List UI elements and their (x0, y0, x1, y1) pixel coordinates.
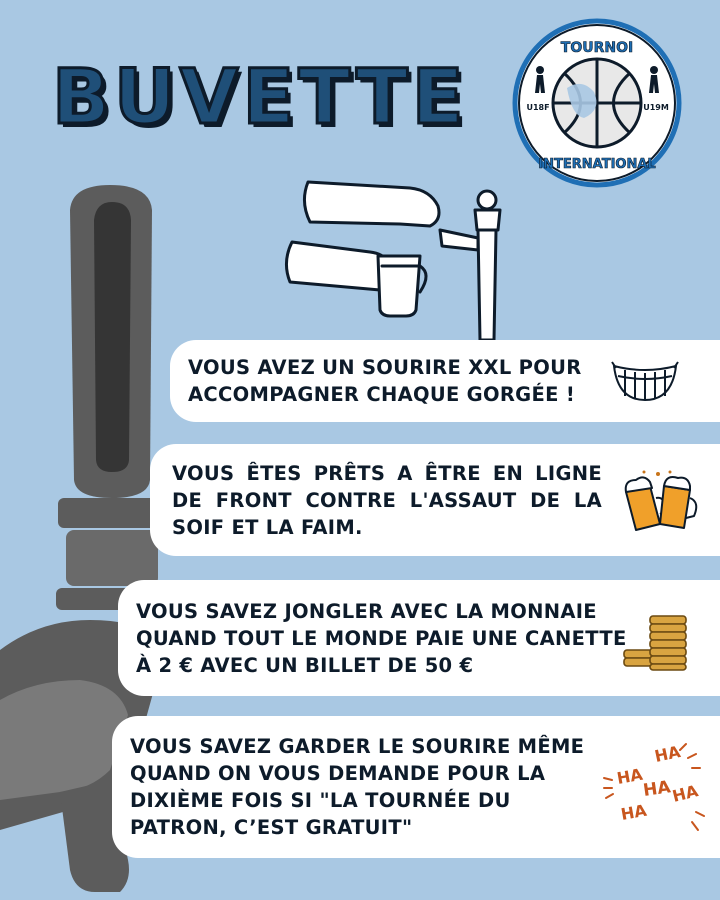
haha-word: HA (641, 777, 672, 801)
card-text: VOUS SAVEZ JONGLER AVEC LA MONNAIE QUAND TOUT LE MONDE PAIE UNE CANETTE À 2 € AVEC UN BILLET DE 50 € (136, 599, 627, 677)
logo-top-text: TOURNOI (560, 40, 634, 56)
card-text: VOUS AVEZ UN SOURIRE XXL POUR ACCOMPAGNER CHAQUE GORGÉE ! (188, 356, 582, 406)
info-card-smile (170, 340, 720, 422)
card-text: VOUS ÊTES PRÊTS A ÊTRE EN LIGNE DE FRONT CONTRE L'ASSAUT DE LA SOIF ET LA FAIM. (172, 461, 602, 539)
coins-icon (620, 610, 692, 672)
logo-bottom-text: INTERNATIONAL (538, 157, 656, 172)
info-card-coins (118, 580, 720, 696)
beer-mugs-icon (620, 468, 700, 534)
page-title: BUVETTE (52, 52, 468, 141)
logo-left-badge: U18F (526, 103, 550, 112)
tournament-logo (512, 18, 682, 188)
logo-right-badge: U19M (643, 103, 669, 112)
info-card-beer (150, 444, 720, 556)
haha-word: HA (615, 764, 645, 788)
pouring-beer-illustration (270, 170, 530, 345)
info-card-haha (112, 716, 720, 858)
card-text: VOUS SAVEZ GARDER LE SOURIRE MÊME QUAND ON VOUS DEMANDE POUR LA DIXIÈME FOIS SI "LA TOURNÉE DU PATRON, C’EST GRATUIT" (130, 735, 585, 839)
haha-word: HA (652, 741, 683, 766)
haha-icon (600, 738, 710, 838)
smile-icon (610, 356, 680, 406)
haha-word: HA (619, 800, 649, 824)
haha-word: HA (670, 781, 700, 806)
